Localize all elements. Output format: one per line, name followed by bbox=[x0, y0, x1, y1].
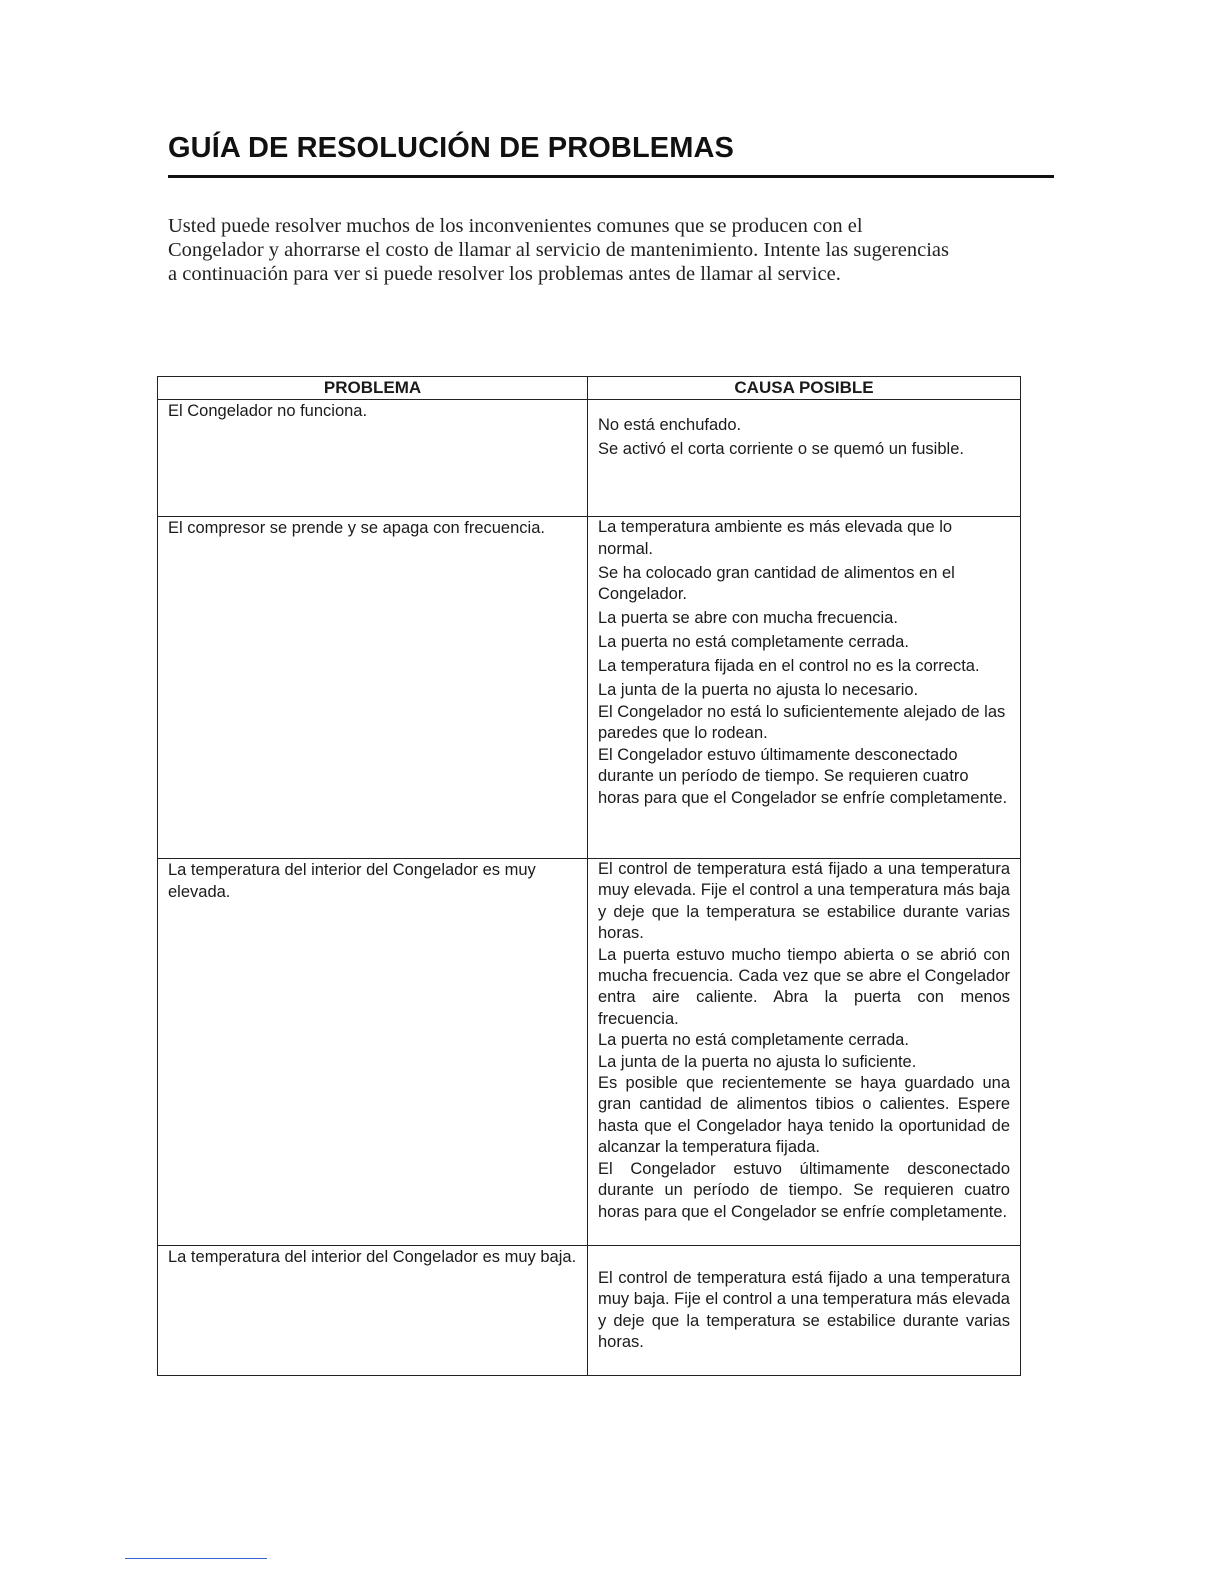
cause-item: El Congelador estuvo últimamente desconectado durante un período de tiempo. Se requieren cuatro horas para que el Congelador se enfríe completamente. bbox=[598, 1159, 1010, 1221]
cause-item: El Congelador no está lo suficientemente alejado de las paredes que lo rodean. bbox=[598, 702, 1006, 742]
cause-item: La puerta no está completamente cerrada. bbox=[598, 1031, 909, 1050]
footnote-separator bbox=[125, 1558, 267, 1559]
cause-list bbox=[598, 859, 1010, 1223]
table-row bbox=[158, 859, 1021, 1246]
cause-item: La junta de la puerta no ajusta lo necesario. bbox=[598, 681, 919, 699]
cause-item: Se ha colocado gran cantidad de alimentos en el Congelador. bbox=[598, 563, 955, 603]
cause-item: El control de temperatura está fijado a una temperatura muy elevada. Fije el control a una temperatura más baja y deje que la temperatura se estabilice durante varias horas. bbox=[598, 860, 1010, 943]
problem-cell bbox=[158, 859, 588, 1246]
table-row bbox=[158, 400, 1021, 517]
problem-cell bbox=[158, 1246, 588, 1376]
cause-cell bbox=[588, 1246, 1021, 1376]
cause-list bbox=[598, 1246, 1010, 1354]
page-title: GUÍA DE RESOLUCIÓN DE PROBLEMAS bbox=[168, 132, 734, 164]
cause-column-header: CAUSA POSIBLE bbox=[588, 377, 1021, 400]
cause-item: La puerta se abre con mucha frecuencia. bbox=[598, 609, 898, 627]
title-underline bbox=[168, 175, 1054, 178]
cause-list bbox=[598, 517, 1010, 809]
problem-text: El Congelador no funciona. bbox=[168, 402, 368, 420]
cause-item: La temperatura fijada en el control no es la correcta. bbox=[598, 657, 980, 675]
cause-list bbox=[598, 400, 1010, 461]
cause-item: La puerta estuvo mucho tiempo abierta o se abrió con mucha frecuencia. Cada vez que se abre el Congelador entra aire caliente. Abra la puerta con menos frecuencia. bbox=[598, 945, 1010, 1028]
problem-column-header: PROBLEMA bbox=[158, 377, 588, 400]
table-header-row bbox=[158, 377, 1021, 400]
table-row bbox=[158, 517, 1021, 859]
cause-item: El control de temperatura está fijado a una temperatura muy baja. Fije el control a una temperatura más elevada y deje que la temperatura se estabilice durante varias horas. bbox=[598, 1269, 1010, 1352]
cause-item: Se activó el corta corriente o se quemó un fusible. bbox=[598, 440, 964, 458]
cause-item: La junta de la puerta no ajusta lo suficiente. bbox=[598, 1052, 917, 1071]
problem-text: El compresor se prende y se apaga con frecuencia. bbox=[168, 519, 545, 537]
cause-item: La temperatura ambiente es más elevada que lo normal. bbox=[598, 518, 953, 558]
problem-text: La temperatura del interior del Congelador es muy elevada. bbox=[168, 861, 536, 901]
cause-item: El Congelador estuvo últimamente desconectado durante un período de tiempo. Se requieren cuatro horas para que el Congelador se enfríe completamente. bbox=[598, 745, 1008, 807]
cause-cell bbox=[588, 859, 1021, 1246]
cause-cell bbox=[588, 517, 1021, 859]
cause-item: Es posible que recientemente se haya guardado una gran cantidad de alimentos tibios o calientes. Espere hasta que el Congelador haya tenido la oportunidad de alcanzar la temperatura fijada. bbox=[598, 1074, 1010, 1157]
problem-text: La temperatura del interior del Congelador es muy baja. bbox=[168, 1248, 577, 1266]
problem-cell bbox=[158, 400, 588, 517]
cause-cell bbox=[588, 400, 1021, 517]
problem-cell bbox=[158, 517, 588, 859]
table-row bbox=[158, 1246, 1021, 1376]
cause-item: No está enchufado. bbox=[598, 416, 742, 434]
troubleshooting-table bbox=[157, 376, 1021, 1376]
intro-paragraph: Usted puede resolver muchos de los inconvenientes comunes que se producen con el Congelador y ahorrarse el costo de llamar al servicio de mantenimiento. Intente las sugerencias a continuación para ver si puede resolver los problemas antes de llamar al service. bbox=[168, 215, 949, 285]
cause-item: La puerta no está completamente cerrada. bbox=[598, 633, 909, 651]
